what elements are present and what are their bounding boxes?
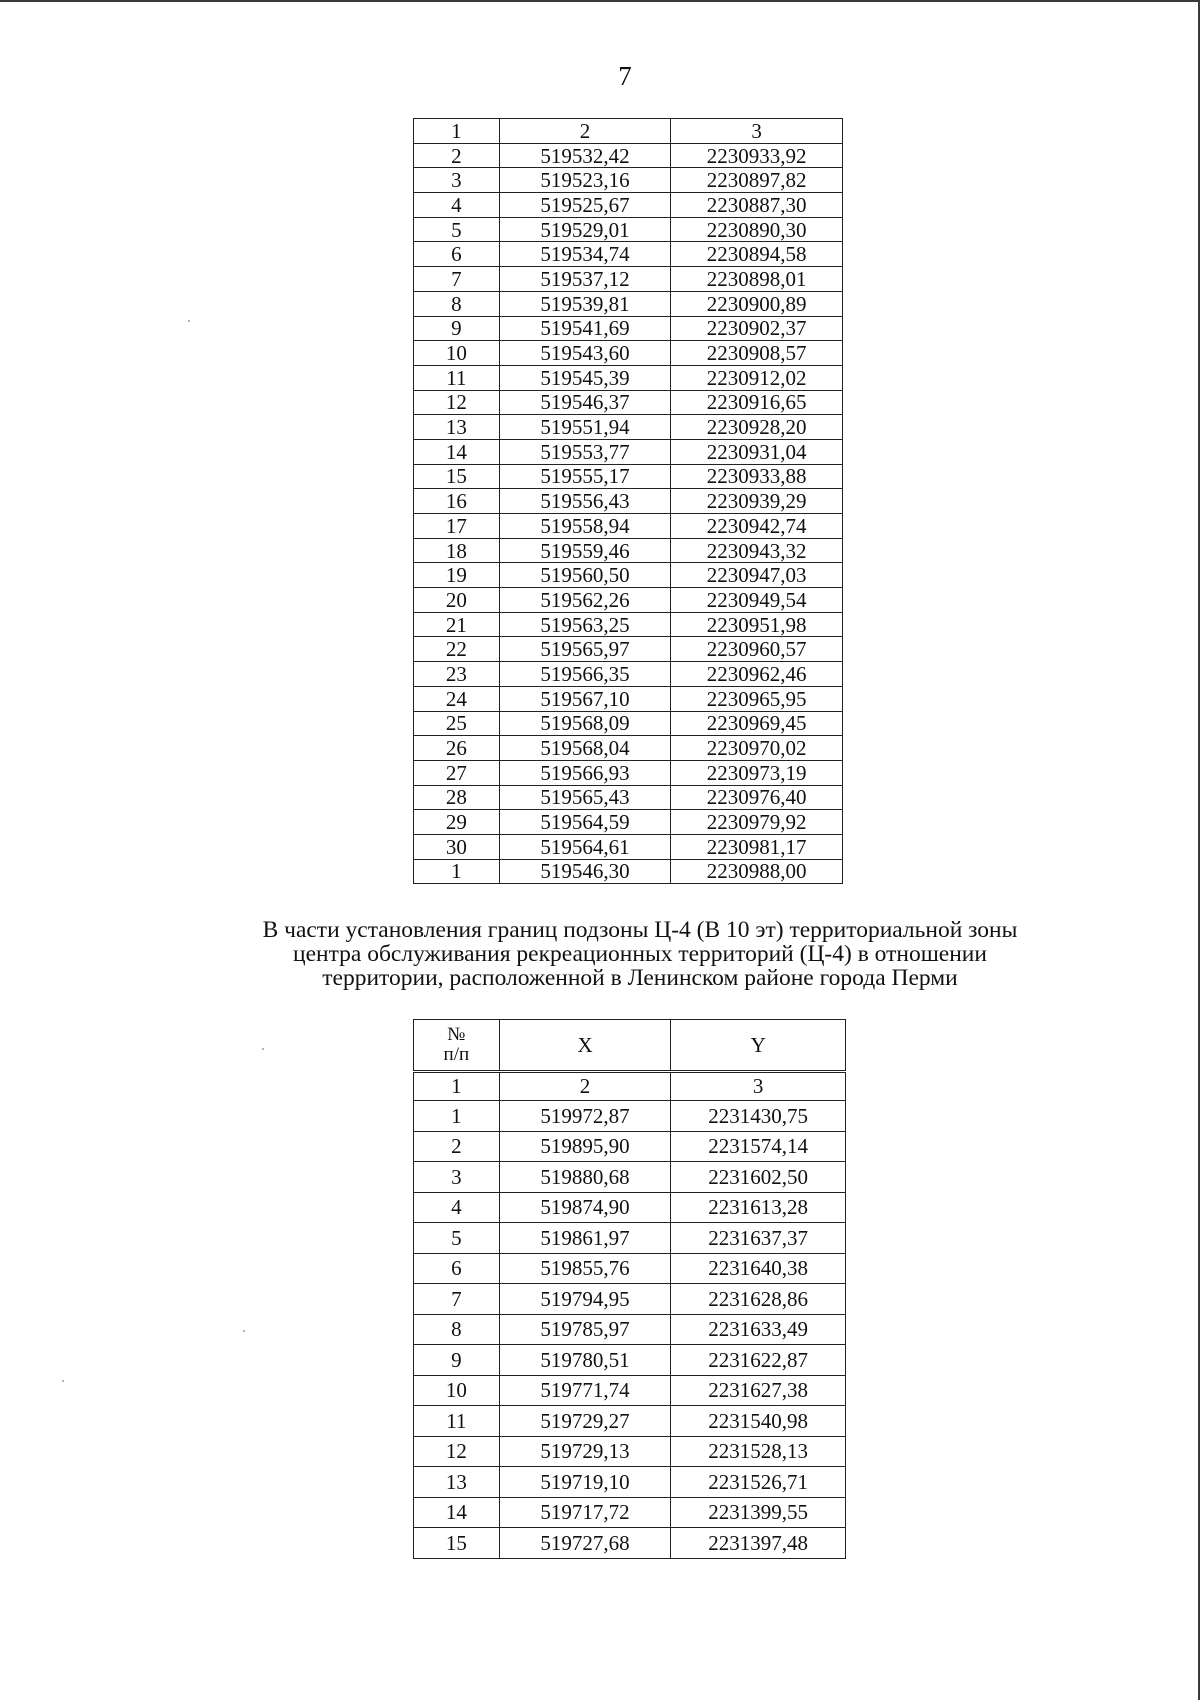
point-number-cell: 22 (414, 637, 500, 662)
y-coordinate-cell: 2230890,30 (671, 217, 843, 242)
point-number-cell: 6 (414, 242, 500, 267)
point-number-cell: 12 (414, 1436, 500, 1467)
y-coordinate-cell: 2231526,71 (671, 1467, 846, 1498)
y-coordinate-cell: 2231622,87 (671, 1345, 846, 1376)
scan-speck (188, 320, 190, 322)
point-number-cell: 28 (414, 785, 500, 810)
x-coordinate-cell: 519719,10 (499, 1467, 671, 1498)
x-coordinate-cell: 519729,13 (499, 1436, 671, 1467)
table-row (414, 1375, 846, 1406)
table-row (414, 341, 843, 366)
point-number-cell: 15 (414, 464, 500, 489)
x-coordinate-cell: 519543,60 (499, 341, 671, 366)
point-number-header-line2: п/п (443, 1044, 470, 1065)
x-coordinate-cell: 519566,93 (499, 760, 671, 785)
section-title-line: В части установления границ подзоны Ц-4 (В 10 эт) территориальной зоны (262, 917, 1018, 943)
table-row (414, 1192, 846, 1223)
x-coordinate-cell: 519727,68 (499, 1528, 671, 1559)
x-coordinate-cell: 519534,74 (499, 242, 671, 267)
column-number-cell: 3 (671, 1072, 846, 1101)
point-number-cell: 6 (414, 1253, 500, 1284)
table-row (414, 1131, 846, 1162)
table-row (414, 711, 843, 736)
point-number-cell: 14 (414, 439, 500, 464)
table-row (414, 267, 843, 292)
table-row (414, 686, 843, 711)
point-number-cell: 20 (414, 588, 500, 613)
y-coordinate-cell: 2231640,38 (671, 1253, 846, 1284)
point-number-cell: 7 (414, 267, 500, 292)
column-number-cell: 1 (414, 119, 500, 144)
table-row (414, 1223, 846, 1254)
table-row (414, 588, 843, 613)
y-coordinate-cell: 2230912,02 (671, 365, 843, 390)
section-title-line: территории, расположенной в Ленинском районе города Перми (322, 965, 958, 991)
x-coordinate-cell: 519780,51 (499, 1345, 671, 1376)
table-row (414, 1284, 846, 1315)
x-coordinate-cell: 519523,16 (499, 168, 671, 193)
y-coordinate-cell: 2230898,01 (671, 267, 843, 292)
point-number-cell: 14 (414, 1497, 500, 1528)
table-row (414, 1406, 846, 1437)
x-coordinate-cell: 519560,50 (499, 563, 671, 588)
x-coordinate-cell: 519785,97 (499, 1314, 671, 1345)
x-coordinate-cell: 519563,25 (499, 612, 671, 637)
x-coordinate-cell: 519565,43 (499, 785, 671, 810)
table-row (414, 390, 843, 415)
x-coordinate-cell: 519861,97 (499, 1223, 671, 1254)
table-row (414, 143, 843, 168)
point-number-cell: 18 (414, 538, 500, 563)
column-header-row (414, 1020, 846, 1072)
point-number-cell: 13 (414, 1467, 500, 1498)
point-number-cell: 16 (414, 489, 500, 514)
y-coordinate-cell: 2231574,14 (671, 1131, 846, 1162)
point-number-cell: 23 (414, 662, 500, 687)
y-coordinate-cell: 2231627,38 (671, 1375, 846, 1406)
x-coordinate-cell: 519566,35 (499, 662, 671, 687)
point-number-cell: 11 (414, 1406, 500, 1437)
point-number-cell: 4 (414, 1192, 500, 1223)
table-row (414, 316, 843, 341)
table-row (414, 242, 843, 267)
point-number-cell: 7 (414, 1284, 500, 1315)
point-number-cell: 9 (414, 316, 500, 341)
column-number-cell: 1 (414, 1072, 500, 1101)
scan-speck (262, 1048, 264, 1050)
x-coordinate-cell: 519559,46 (499, 538, 671, 563)
y-coordinate-cell: 2230973,19 (671, 760, 843, 785)
table-row (414, 415, 843, 440)
x-column-header: X (499, 1020, 671, 1072)
y-coordinate-cell: 2230970,02 (671, 736, 843, 761)
x-coordinate-cell: 519729,27 (499, 1406, 671, 1437)
table-row (414, 1497, 846, 1528)
x-coordinate-cell: 519855,76 (499, 1253, 671, 1284)
y-coordinate-cell: 2231528,13 (671, 1436, 846, 1467)
x-coordinate-cell: 519895,90 (499, 1131, 671, 1162)
x-coordinate-cell: 519771,74 (499, 1375, 671, 1406)
y-coordinate-cell: 2230962,46 (671, 662, 843, 687)
table-row (414, 1467, 846, 1498)
point-number-cell: 19 (414, 563, 500, 588)
y-coordinate-cell: 2230965,95 (671, 686, 843, 711)
point-number-cell: 15 (414, 1528, 500, 1559)
page-number: 7 (618, 61, 632, 91)
y-coordinate-cell: 2231540,98 (671, 1406, 846, 1437)
point-number-cell: 29 (414, 810, 500, 835)
table-row (414, 662, 843, 687)
table-row (414, 514, 843, 539)
x-coordinate-cell: 519537,12 (499, 267, 671, 292)
table-row (414, 760, 843, 785)
table-row (414, 489, 843, 514)
table-row (414, 637, 843, 662)
point-number-cell: 11 (414, 365, 500, 390)
x-coordinate-cell: 519556,43 (499, 489, 671, 514)
column-numbering-row (414, 1072, 846, 1101)
y-coordinate-cell: 2230942,74 (671, 514, 843, 539)
table-row (414, 193, 843, 218)
x-coordinate-cell: 519558,94 (499, 514, 671, 539)
y-column-header: Y (671, 1020, 846, 1072)
x-coordinate-cell: 519532,42 (499, 143, 671, 168)
table-row (414, 365, 843, 390)
y-coordinate-cell: 2230902,37 (671, 316, 843, 341)
point-number-cell: 30 (414, 834, 500, 859)
point-number-cell: 13 (414, 415, 500, 440)
x-coordinate-cell: 519874,90 (499, 1192, 671, 1223)
table-row (414, 810, 843, 835)
table-row (414, 859, 843, 884)
table-row (414, 563, 843, 588)
table-row (414, 834, 843, 859)
y-coordinate-cell: 2230931,04 (671, 439, 843, 464)
y-coordinate-cell: 2231633,49 (671, 1314, 846, 1345)
column-number-cell: 2 (499, 1072, 671, 1101)
x-coordinate-cell: 519546,30 (499, 859, 671, 884)
y-coordinate-cell: 2231613,28 (671, 1192, 846, 1223)
table-row (414, 1101, 846, 1132)
point-number-cell: 1 (414, 859, 500, 884)
table-row (414, 168, 843, 193)
point-number-cell: 21 (414, 612, 500, 637)
column-numbering-row (414, 119, 843, 144)
y-coordinate-cell: 2231430,75 (671, 1101, 846, 1132)
y-coordinate-cell: 2231399,55 (671, 1497, 846, 1528)
point-number-header (414, 1020, 500, 1072)
coordinates-table-2 (413, 1019, 846, 1559)
table-row (414, 538, 843, 563)
table-row (414, 1345, 846, 1376)
x-coordinate-cell: 519568,09 (499, 711, 671, 736)
y-coordinate-cell: 2230939,29 (671, 489, 843, 514)
x-coordinate-cell: 519717,72 (499, 1497, 671, 1528)
table-row (414, 291, 843, 316)
point-number-cell: 2 (414, 143, 500, 168)
point-number-cell: 3 (414, 1162, 500, 1193)
point-number-cell: 25 (414, 711, 500, 736)
x-coordinate-cell: 519880,68 (499, 1162, 671, 1193)
x-coordinate-cell: 519794,95 (499, 1284, 671, 1315)
y-coordinate-cell: 2230933,88 (671, 464, 843, 489)
point-number-header-line1: № (447, 1024, 466, 1045)
point-number-cell: 9 (414, 1345, 500, 1376)
y-coordinate-cell: 2231637,37 (671, 1223, 846, 1254)
y-coordinate-cell: 2230933,92 (671, 143, 843, 168)
point-number-cell: 2 (414, 1131, 500, 1162)
table-row (414, 1314, 846, 1345)
table-row (414, 1253, 846, 1284)
x-coordinate-cell: 519972,87 (499, 1101, 671, 1132)
section-title-line: центра обслуживания рекреационных территорий (Ц-4) в отношении (293, 941, 987, 967)
column-number-cell: 3 (671, 119, 843, 144)
section-title (150, 918, 1130, 990)
point-number-cell: 26 (414, 736, 500, 761)
table-row (414, 439, 843, 464)
x-coordinate-cell: 519539,81 (499, 291, 671, 316)
x-coordinate-cell: 519525,67 (499, 193, 671, 218)
table-row (414, 612, 843, 637)
x-coordinate-cell: 519565,97 (499, 637, 671, 662)
y-coordinate-cell: 2230894,58 (671, 242, 843, 267)
y-coordinate-cell: 2231397,48 (671, 1528, 846, 1559)
x-coordinate-cell: 519564,59 (499, 810, 671, 835)
point-number-cell: 24 (414, 686, 500, 711)
table-row (414, 217, 843, 242)
point-number-cell: 12 (414, 390, 500, 415)
y-coordinate-cell: 2230981,17 (671, 834, 843, 859)
column-number-cell: 2 (499, 119, 671, 144)
coordinates-table-1 (413, 118, 843, 884)
y-coordinate-cell: 2230887,30 (671, 193, 843, 218)
table-row (414, 736, 843, 761)
y-coordinate-cell: 2230951,98 (671, 612, 843, 637)
y-coordinate-cell: 2230949,54 (671, 588, 843, 613)
x-coordinate-cell: 519541,69 (499, 316, 671, 341)
table-row (414, 464, 843, 489)
table-row (414, 785, 843, 810)
y-coordinate-cell: 2230969,45 (671, 711, 843, 736)
y-coordinate-cell: 2231628,86 (671, 1284, 846, 1315)
table-row (414, 1528, 846, 1559)
point-number-cell: 5 (414, 1223, 500, 1254)
y-coordinate-cell: 2230943,32 (671, 538, 843, 563)
table-body (414, 1101, 846, 1559)
table-row (414, 1436, 846, 1467)
point-number-cell: 10 (414, 341, 500, 366)
x-coordinate-cell: 519555,17 (499, 464, 671, 489)
scan-speck (62, 1380, 64, 1382)
point-number-cell: 8 (414, 291, 500, 316)
x-coordinate-cell: 519529,01 (499, 217, 671, 242)
y-coordinate-cell: 2230897,82 (671, 168, 843, 193)
table-body (414, 143, 843, 884)
y-coordinate-cell: 2230916,65 (671, 390, 843, 415)
scan-speck (243, 1330, 245, 1332)
x-coordinate-cell: 519567,10 (499, 686, 671, 711)
point-number-cell: 8 (414, 1314, 500, 1345)
point-number-cell: 17 (414, 514, 500, 539)
y-coordinate-cell: 2230900,89 (671, 291, 843, 316)
x-coordinate-cell: 519568,04 (499, 736, 671, 761)
x-coordinate-cell: 519564,61 (499, 834, 671, 859)
x-coordinate-cell: 519545,39 (499, 365, 671, 390)
y-coordinate-cell: 2230928,20 (671, 415, 843, 440)
point-number-cell: 27 (414, 760, 500, 785)
point-number-cell: 1 (414, 1101, 500, 1132)
y-coordinate-cell: 2230988,00 (671, 859, 843, 884)
y-coordinate-cell: 2230979,92 (671, 810, 843, 835)
point-number-cell: 3 (414, 168, 500, 193)
y-coordinate-cell: 2230960,57 (671, 637, 843, 662)
x-coordinate-cell: 519562,26 (499, 588, 671, 613)
point-number-cell: 10 (414, 1375, 500, 1406)
y-coordinate-cell: 2231602,50 (671, 1162, 846, 1193)
y-coordinate-cell: 2230947,03 (671, 563, 843, 588)
point-number-cell: 4 (414, 193, 500, 218)
point-number-cell: 5 (414, 217, 500, 242)
x-coordinate-cell: 519551,94 (499, 415, 671, 440)
table-row (414, 1162, 846, 1193)
x-coordinate-cell: 519553,77 (499, 439, 671, 464)
y-coordinate-cell: 2230976,40 (671, 785, 843, 810)
y-coordinate-cell: 2230908,57 (671, 341, 843, 366)
x-coordinate-cell: 519546,37 (499, 390, 671, 415)
